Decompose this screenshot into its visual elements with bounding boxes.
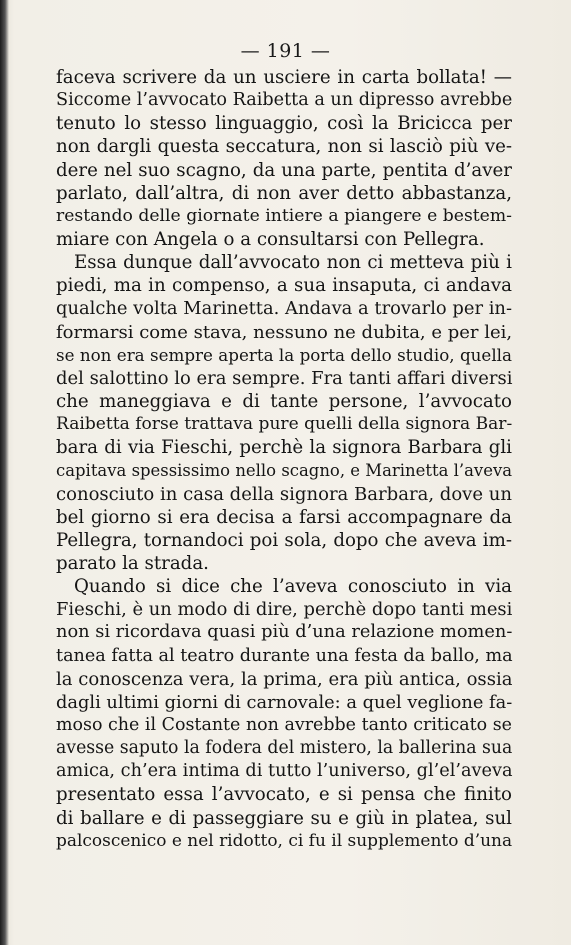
text-line: di ballare e di passeggiare su e giù in platea, sul <box>56 807 512 829</box>
text-line: piedi, ma in compenso, a sua insaputa, ci andava <box>56 275 512 297</box>
text-line: dere nel suo scagno, da una parte, pentita d’aver <box>56 159 512 181</box>
text-line: se non era sempre aperta la porta dello studio, quella <box>56 344 512 365</box>
text-line: Siccome l’avvocato Raibetta a un dipresso avrebbe <box>56 90 513 111</box>
text-line: qualche volta Marinetta. Andava a trovarlo per in- <box>56 298 512 320</box>
text-line: tenuto lo stesso linguaggio, così la Bricicca per <box>56 113 512 135</box>
text-line: conosciuto in casa della signora Barbara, dove un <box>56 483 513 505</box>
body-text <box>56 66 512 853</box>
text-line: presentato essa l’avvocato, e si pensa che finito <box>56 784 512 806</box>
text-line: Fieschi, è un modo di dire, perchè dopo tanti mesi <box>56 599 513 621</box>
text-line: che maneggiava e di tante persone, l’avvocato <box>56 390 512 412</box>
text-line: restando delle giornate intiere a piangere e bestem- <box>56 205 512 226</box>
page-number: — 191 — <box>240 40 331 62</box>
text-line: parlato, dall’altra, di non aver detto abbastanza, <box>56 182 512 204</box>
text-line: capitava spessissimo nello scagno, e Marinetta l’aveva <box>56 461 513 481</box>
text-line: parato la strada. <box>56 552 209 574</box>
text-line: amica, ch’era intima di tutto l’universo, gl’el’aveva <box>56 761 513 782</box>
text-line: Quando si dice che l’aveva conosciuto in via <box>74 576 512 598</box>
text-line: bel giorno si era decisa a farsi accompagnare da <box>56 506 512 528</box>
text-line: dagli ultimi giorni di carnovale: a quel veglione fa- <box>56 691 513 713</box>
text-line: palcoscenico e nel ridotto, ci fu il supplemento d’una <box>56 830 513 851</box>
text-line: avesse saputo la fodera del mistero, la ballerina sua <box>56 738 513 759</box>
book-spine-shadow <box>0 0 9 945</box>
text-line: miare con Angela o a consultarsi con Pellegra. <box>56 228 485 250</box>
text-line: faceva scrivere da un usciere in carta bollata! — <box>56 67 512 88</box>
text-line: bara di via Fieschi, perchè la signora Barbara gli <box>56 437 512 459</box>
text-line: Raibetta forse trattava pure quelli della signora Bar- <box>56 414 513 435</box>
text-line: non si ricordava quasi più d’una relazione momen- <box>56 622 513 643</box>
text-line: la conoscenza vera, la prima, era più antica, ossia <box>56 668 513 690</box>
text-line: Essa dunque dall’avvocato non ci metteva più i <box>74 252 512 274</box>
text-line: moso che il Costante non avrebbe tanto criticato se <box>56 714 512 735</box>
text-line: formarsi come stava, nessuno ne dubita, e per lei, <box>56 321 513 343</box>
text-line: tanea fatta al teatro durante una festa da ballo, ma <box>56 645 513 666</box>
text-line: del salottino lo era sempre. Fra tanti affari diversi <box>56 367 513 389</box>
text-line: non dargli questa seccatura, non si lasciò più ve- <box>56 136 512 158</box>
text-line: Pellegra, tornandoci poi sola, dopo che aveva im- <box>56 529 512 551</box>
